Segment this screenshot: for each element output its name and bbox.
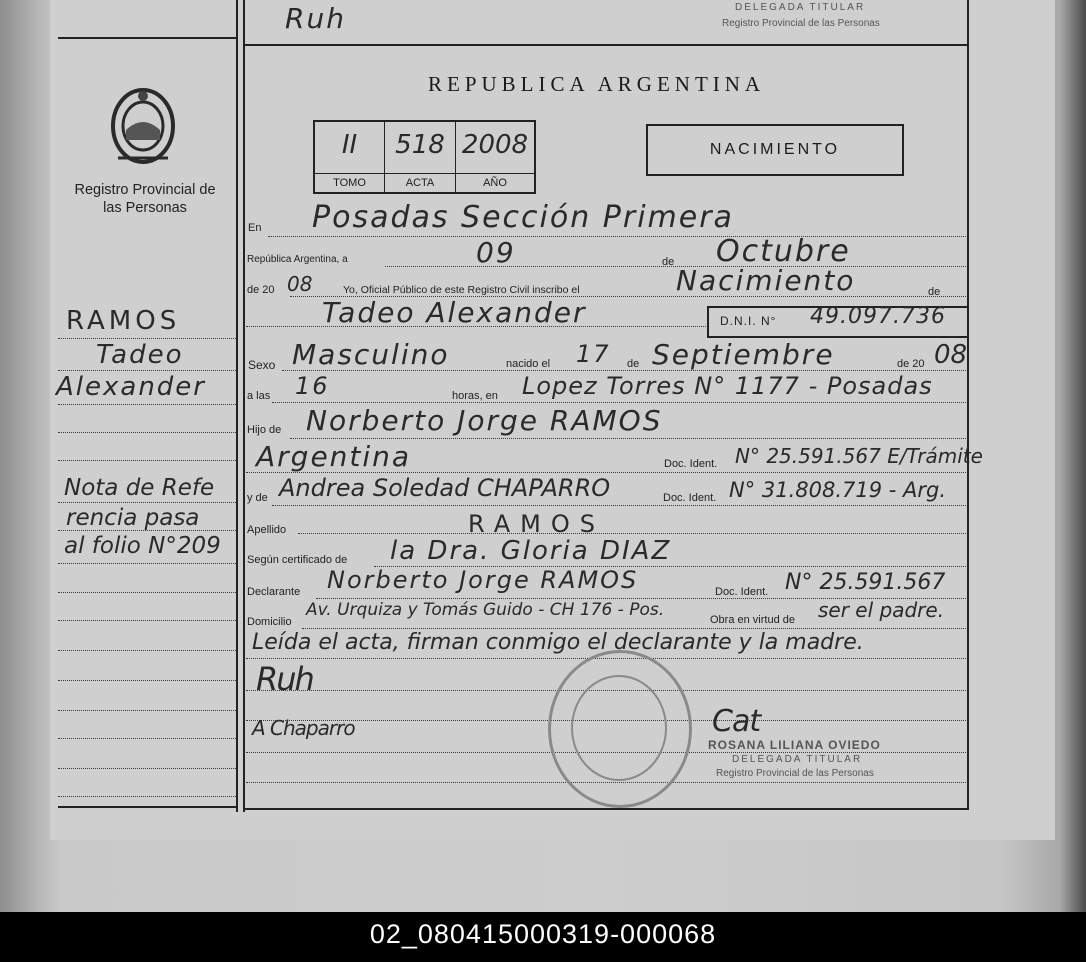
margin-line (58, 563, 236, 564)
declarante-label: Declarante (247, 586, 301, 598)
oficial-text: Yo, Oficial Público de este Registro Civil inscribo el (343, 284, 580, 296)
mother-name: Andrea Soledad CHAPARRO (279, 474, 611, 502)
apellido-value: RAMOS (468, 510, 605, 538)
margin-line (58, 710, 236, 711)
form-line (298, 533, 966, 534)
alas-label: a las (247, 390, 271, 402)
doc-ident-label-declarante: Doc. Ident. (715, 586, 769, 598)
acta-value: 518 (395, 130, 445, 160)
officer-signature: Cat (712, 704, 761, 739)
yde-label: y de (247, 492, 268, 504)
birth-time: 16 (295, 372, 330, 400)
top-rule-left (58, 37, 236, 39)
de2-label: de (928, 286, 941, 298)
dni-label: D.N.I. N° (720, 314, 777, 328)
nacido-label: nacido el (506, 358, 551, 370)
registry-name: Registro Provincial de las Personas (74, 182, 216, 216)
margin-line (58, 592, 236, 593)
form-line (272, 402, 966, 403)
margin-line (58, 620, 236, 621)
top-stamp-line1: DELEGADA TITULAR (735, 2, 866, 13)
top-rule-right (243, 44, 969, 46)
form-line (290, 438, 966, 439)
mother-signature: A Chaparro (252, 716, 355, 740)
closing-text: Leída el acta, firman conmigo el declarante y la madre. (252, 630, 864, 655)
margin-line (58, 404, 236, 405)
cert-label: Según certificado de (247, 554, 348, 566)
acta-label: ACTA (385, 173, 455, 192)
margin-line (58, 530, 236, 531)
margin-divider (236, 0, 238, 812)
obra-value: ser el padre. (818, 598, 945, 622)
sexo-label: Sexo (248, 358, 276, 372)
month-value: Octubre (716, 234, 851, 269)
margin-given-2: Alexander (56, 372, 206, 402)
birth-year: 08 (934, 340, 968, 370)
de20-label: de 20 (897, 358, 925, 370)
margin-line (58, 796, 236, 797)
horas-label: horas, en (452, 390, 498, 402)
margin-surname: RAMOS (66, 306, 181, 336)
margin-line (58, 650, 236, 651)
mother-doc: N° 31.808.719 - Arg. (729, 478, 947, 502)
form-line (302, 628, 966, 629)
tomo-cell (315, 122, 385, 192)
en-label: En (248, 222, 262, 234)
margin-note-3: al folio N°209 (64, 533, 221, 559)
margin-line (58, 432, 236, 433)
en-value: Posadas Sección Primera (312, 200, 734, 235)
margin-note-1: Nota de Refe (64, 475, 215, 501)
doc-type-box: NACIMIENTO (646, 124, 904, 176)
obra-label: Obra en virtud de (710, 614, 795, 626)
de3-label: de (627, 358, 640, 370)
year-suffix: 08 (287, 272, 313, 296)
right-border (967, 0, 969, 808)
dni-value: 49.097.736 (810, 304, 946, 329)
hijo-label: Hijo de (247, 424, 282, 436)
tomo-label: TOMO (315, 173, 384, 192)
declarante-value: Norberto Jorge RAMOS (327, 566, 639, 594)
officer-stamp-name: ROSANA LILIANA OVIEDO (708, 738, 881, 752)
tomo-value: II (341, 130, 358, 160)
act-type: Nacimiento (676, 264, 856, 297)
province-seal-icon (108, 86, 178, 166)
rep-label: República Argentina, a (247, 254, 348, 265)
form-line (268, 236, 966, 237)
child-name: Tadeo Alexander (322, 296, 587, 329)
margin-line (58, 768, 236, 769)
father-doc: N° 25.591.567 E/Trámite (735, 444, 983, 468)
official-seal (548, 650, 692, 808)
day-value: 09 (476, 236, 516, 269)
doc-ident-label-mother: Doc. Ident. (663, 492, 717, 504)
domicilio-label: Domicilio (247, 616, 292, 628)
margin-line (58, 370, 236, 371)
declarante-doc: N° 25.591.567 (785, 570, 946, 595)
birth-month: Septiembre (652, 338, 835, 371)
margin-line (58, 338, 236, 339)
domicilio-value: Av. Urquiza y Tomás Guido - CH 176 - Pos. (306, 600, 665, 620)
sexo-value: Masculino (292, 338, 450, 371)
registry-table (313, 120, 536, 194)
bottom-rule-left (58, 806, 236, 808)
anio-value: 2008 (461, 130, 529, 160)
apellido-label: Apellido (247, 524, 287, 536)
image-code-caption: 02_080415000319-000068 (0, 912, 1086, 962)
year-prefix-label: de 20 (247, 284, 275, 296)
margin-divider-inner (243, 0, 245, 812)
father-nationality: Argentina (256, 440, 412, 473)
country-title: REPUBLICA ARGENTINA (428, 72, 766, 96)
top-signature: Ruh (285, 2, 346, 35)
anio-cell (456, 122, 534, 192)
bottom-rule-right (243, 808, 969, 810)
margin-line (58, 680, 236, 681)
officer-stamp-title: DELEGADA TITULAR (732, 754, 863, 765)
anio-label: AÑO (456, 173, 534, 192)
birth-place: Lopez Torres N° 1177 - Posadas (522, 372, 933, 400)
margin-line (58, 460, 236, 461)
margin-line (58, 738, 236, 739)
margin-line (58, 502, 236, 503)
seal-inner-ring (571, 675, 667, 781)
de-label: de (662, 256, 675, 268)
top-stamp-line2: Registro Provincial de las Personas (722, 18, 880, 29)
margin-given-1: Tadeo (96, 340, 184, 370)
father-name: Norberto Jorge RAMOS (306, 404, 663, 437)
margin-note-2: rencia pasa (66, 505, 200, 531)
cert-value: la Dra. Gloria DIAZ (390, 536, 672, 566)
acta-cell (385, 122, 456, 192)
doc-ident-label-father: Doc. Ident. (664, 458, 718, 470)
birth-day: 17 (576, 340, 611, 368)
declarant-signature: Ruh (256, 660, 313, 698)
form-line (272, 505, 966, 506)
officer-stamp-registry: Registro Provincial de las Personas (716, 768, 874, 779)
